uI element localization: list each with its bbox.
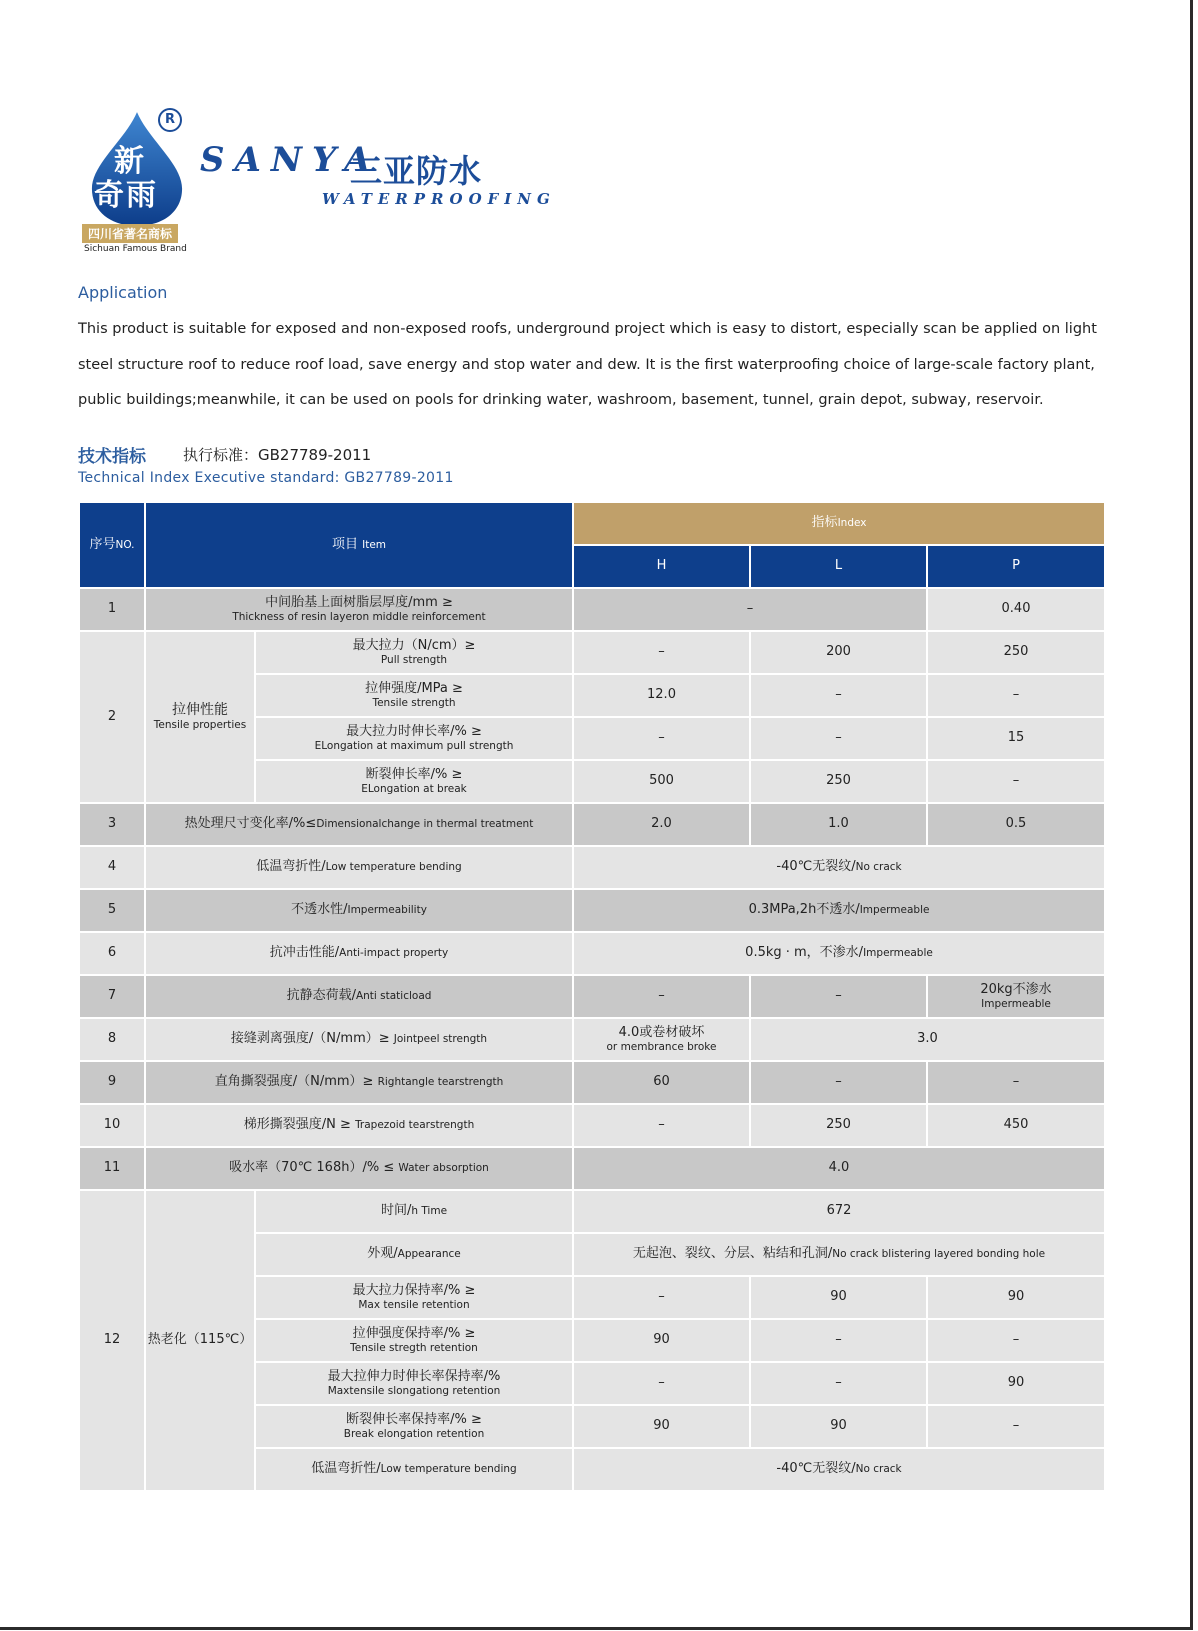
header-h: H (573, 545, 750, 588)
table-row: 低温弯折性/Low temperature bending -40℃无裂纹/No crack (79, 1448, 1105, 1491)
registered-mark: R (158, 108, 182, 132)
table-row: 拉伸强度保持率/% ≥ Tensile stregth retention 90 – – (79, 1319, 1105, 1362)
application-body: This product is suitable for exposed and non-exposed roofs, underground project which is easy to distort, especially scan be applied on light steel structure roof to reduce roof load, save energy and stop water and dew. It is the first waterproofing choice of large-scale factory plant, public buildings;meanwhile, it can be used on pools for drinking water, washroom, basement, tunnel, grain depot, subway, reservoir. (78, 321, 1097, 408)
header-item: 项目 Item (145, 502, 573, 588)
logo-char-bottom: 奇雨 (94, 178, 158, 213)
table-row: 外观/Appearance 无起泡、裂纹、分层、粘结和孔洞/No crack blistering layered bonding hole (79, 1233, 1105, 1276)
table-row: 7 抗静态荷载/Anti staticload – – 20kg不渗水 Impermeable (79, 975, 1105, 1018)
table-row: 断裂伸长率/% ≥ ELongation at break 500 250 – (79, 760, 1105, 803)
table-row: 拉伸强度/MPa ≥ Tensile strength 12.0 – – (79, 674, 1105, 717)
table-row: 9 直角撕裂强度/（N/mm）≥ Rightangle tearstrength 60 – – (79, 1061, 1105, 1104)
brand-name-cn: 三亚防水 (350, 152, 483, 190)
table-row: 12 热老化（115℃） 时间/h Time 672 (79, 1190, 1105, 1233)
table-row: 6 抗冲击性能/Anti-impact property 0.5kg · m，不渗水/Impermeable (79, 932, 1105, 975)
table-row: 断裂伸长率保持率/% ≥ Break elongation retention 90 90 – (79, 1405, 1105, 1448)
brand-name-en: SANYA (200, 140, 381, 180)
table-row: 最大拉力保持率/% ≥ Max tensile retention – 90 90 (79, 1276, 1105, 1319)
header-l: L (750, 545, 927, 588)
tech-index-title-cn: 技术指标 (78, 447, 146, 467)
table-row: 1 中间胎基上面树脂层厚度/mm ≥ Thickness of resin layeron middle reinforcement – 0.40 (79, 588, 1105, 631)
table-row: 2 拉伸性能 Tensile properties 最大拉力（N/cm）≥ Pull strength – 200 250 (79, 631, 1105, 674)
header-index: 指标Index (573, 502, 1105, 545)
brand-subtitle: WATERPROOFING (322, 190, 556, 208)
tech-standard-cn: 执行标准：GB27789-2011 (183, 446, 372, 464)
header-no: 序号NO. (79, 502, 145, 588)
table-header-row (79, 502, 1105, 545)
famous-brand-cn: 四川省著名商标 (82, 224, 178, 243)
table-row: 3 热处理尺寸变化率/%≤Dimensionalchange in thermal treatment 2.0 1.0 0.5 (79, 803, 1105, 846)
famous-brand-en: Sichuan Famous Brand (84, 244, 187, 254)
table-row: 最大拉伸力时伸长率保持率/% Maxtensile slongationg retention – – 90 (79, 1362, 1105, 1405)
table-row: 4 低温弯折性/Low temperature bending -40℃无裂纹/No crack (79, 846, 1105, 889)
application-title: Application (78, 283, 168, 302)
table-row: 8 接缝剥离强度/（N/mm）≥ Jointpeel strength 4.0或卷材破坏 or membrance broke 3.0 (79, 1018, 1105, 1061)
tech-index-title-en: Technical Index Executive standard: GB27789-2011 (78, 470, 454, 486)
header-p: P (927, 545, 1105, 588)
table-row: 最大拉力时伸长率/% ≥ ELongation at maximum pull strength – – 15 (79, 717, 1105, 760)
table-row: 5 不透水性/Impermeability 0.3MPa,2h不透水/Impermeable (79, 889, 1105, 932)
logo-char-top: 新 (114, 144, 144, 179)
table-row: 11 吸水率（70℃ 168h）/% ≤ Water absorption 4.0 (79, 1147, 1105, 1190)
spec-table (78, 501, 1106, 1492)
table-row: 10 梯形撕裂强度/N ≥ Trapezoid tearstrength – 250 450 (79, 1104, 1105, 1147)
brand-logo (80, 110, 200, 260)
